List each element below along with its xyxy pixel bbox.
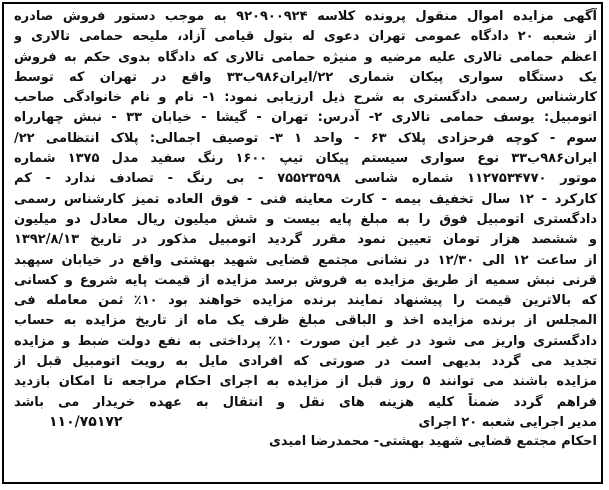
notice-line: المجلس از برنده مزایده اخذ و الباقی مبلغ ظرف یک ماه از تاریخ مزایده به حساب bbox=[14, 313, 597, 329]
notice-frame bbox=[2, 2, 603, 484]
notice-line: سوم - کوچه فرحزادی پلاک ۶۳ - واحد ۱ ۳- توصیف اجمالی: پلاک انتظامی ۲۲/ bbox=[14, 130, 597, 146]
court-line: احکام مجتمع قضایی شهید بهشتی- محمدرضا امیدی bbox=[268, 434, 597, 449]
notice-line: تجدید می گردد بدیهی است در صورتی که افرادی مایل به رویت اتومبیل قبل از bbox=[14, 354, 597, 370]
notice-line: از ساعت ۱۲ الی ۱۲/۳۰ در نشانی مجتمع قضایی شهید بهشتی واقع در خیابان سپهبد bbox=[14, 252, 597, 268]
notice-line: ایران۹۸۶ب۳۳ نوع سواری سیستم پیکان تیپ ۱۶۰۰ رنگ سفید مدل ۱۳۷۵ شماره bbox=[14, 151, 597, 167]
notice-line: کارشناس رسمی دادگستری به شرح ذیل ارزیابی نمود: ۱- نام و نام خانوادگی صاحب bbox=[14, 90, 597, 106]
notice-line: آگهی مزایده اموال منقول پرونده کلاسه ۹۲۰۹۰۰۹۲۴ به موجب دستور فروش صادره bbox=[14, 9, 597, 24]
notice-line: فراهم گردد ضمناً کلیه هزینه های نقل و انتقال به عهده خریدار می باشد bbox=[14, 394, 597, 410]
signature-row bbox=[14, 414, 597, 430]
notice-line: و ششصد هزار تومان تعیین نمود مقرر گردید اتومبیل مذکور در تاریخ ۱۳۹۲/۸/۱۳ bbox=[14, 232, 597, 248]
notice-line: کارکرد - ۱۲ سال تخفیف بیمه - کارت معاینه فنی - فوق العاده تمیز کارشناس رسمی bbox=[14, 191, 597, 207]
notice-line: دادگستری واریز می شود در غیر این صورت ۱۰٪ پرداختی به نفع دولت ضبط و مزایده bbox=[14, 333, 597, 349]
reference-number: ۱۱۰/۷۵۱۷۲ bbox=[49, 414, 123, 430]
notice-line: اتومبیل: یوسف حمامی تالاری ۲- آدرس: تهران - گیشا - خیابان ۳۳ - نبش چهارراه bbox=[14, 110, 597, 126]
signature-title: مدیر اجرایی شعبه ۲۰ اجرای bbox=[418, 415, 597, 430]
notice-line: مزایده باشند می توانند ۵ روز قبل از مزایده به اجرای احکام مراجعه تا امکان بازدید bbox=[14, 374, 597, 390]
notice-body bbox=[14, 7, 597, 413]
notice-line: یک دستگاه سواری پیکان شماری ۲۲/ایران۹۸۶ب۳۳ واقع در تهران که توسط bbox=[14, 69, 597, 85]
notice-line: که بالاترین قیمت را پیشنهاد نمایند برنده مزایده خواهند بود ۱۰٪ ثمن معامله فی bbox=[14, 293, 597, 309]
notice-line: دادگستری اتومبیل فوق را به مبلغ پایه بیست و شش میلیون ریال معادل دو میلیون bbox=[14, 211, 597, 227]
notice-line: از شعبه ۲۰ دادگاه عمومی تهران دعوی له بتول قیامی آزاد، ملیحه حمامی تالاری و bbox=[14, 29, 597, 45]
notice-line: موتور ۱۱۲۷۵۳۴۷۷۰ شماره شاسی ۷۵۵۲۳۵۹۸ - بی رنگ - تصادف ندارد - کم bbox=[14, 171, 597, 187]
notice-line: قرنی نبش سمیه از طریق مزایده به فروش برسد مزایده از قیمت پایه شروع و کسانی bbox=[14, 272, 597, 288]
notice-line: اعظم حمامی تالاری علیه مرضیه و منیژه حمامی تالاری که دادگاه بدوی حکم به فروش bbox=[14, 49, 597, 65]
